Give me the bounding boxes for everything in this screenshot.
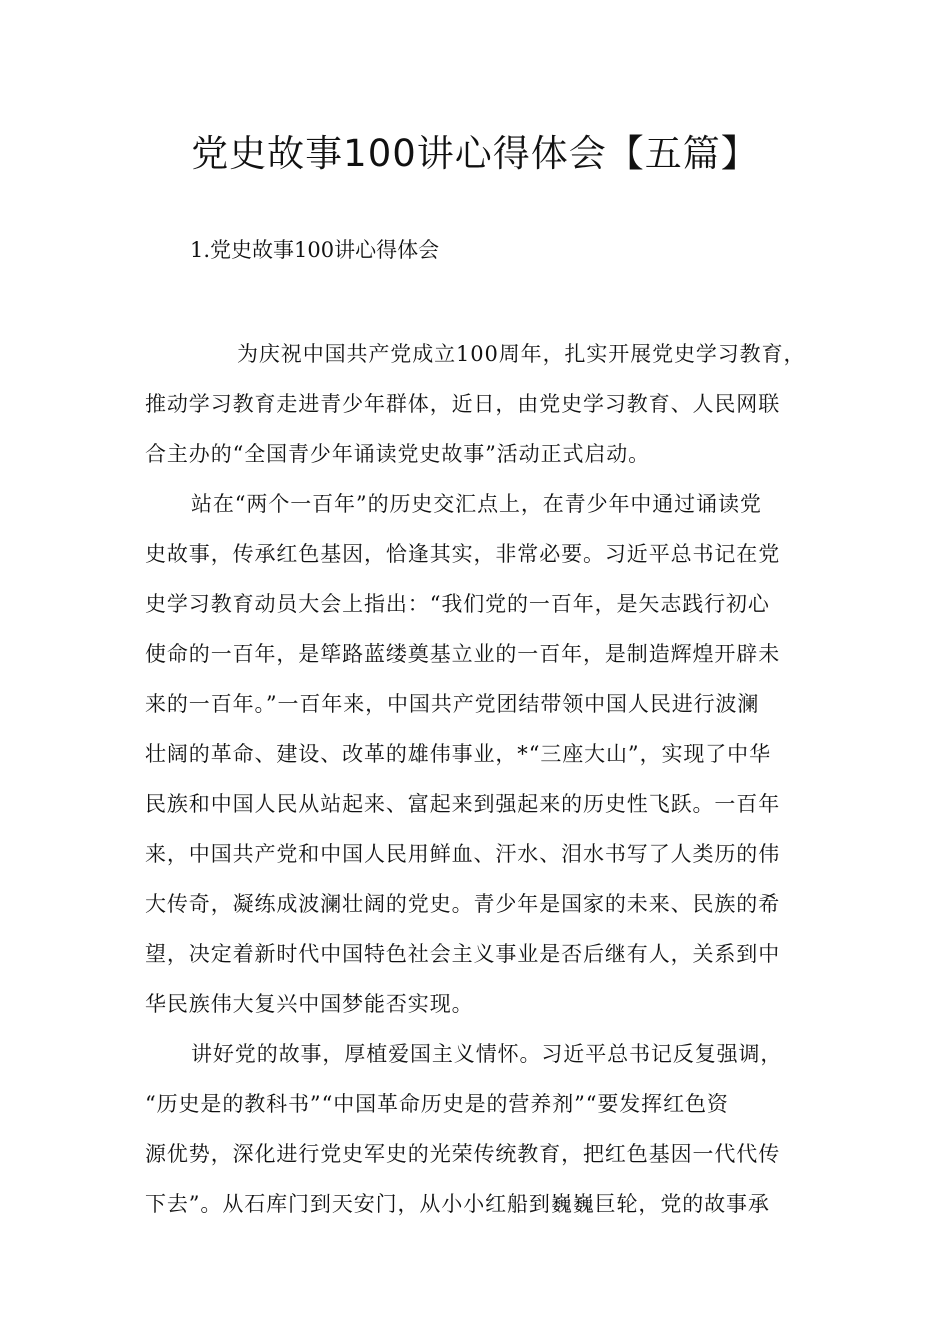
paragraph-line: 为庆祝中国共产党成立100周年，扎实开展党史学习教育，	[237, 342, 806, 366]
document-title: 党史故事100讲心得体会【五篇】	[191, 132, 759, 175]
paragraph-3	[145, 1029, 805, 1229]
paragraph-2	[145, 479, 805, 1029]
paragraph-line: 站在“两个一百年”的历史交汇点上，在青少年中通过诵读党	[191, 492, 762, 516]
paragraph-line: 史故事，传承红色基因，恰逢其实，非常必要。习近平总书记在党	[145, 542, 781, 566]
paragraph-line: “历史是的教科书”“中国革命历史是的营养剂”“要发挥红色资	[145, 1092, 729, 1116]
body-text	[145, 329, 805, 1229]
paragraph-line: 大传奇，凝练成波澜壮阔的党史。青少年是国家的未来、民族的希	[145, 892, 781, 916]
paragraph-line: 源优势，深化进行党史军史的光荣传统教育，把红色基因一代代传	[145, 1142, 781, 1166]
paragraph-line: 来的一百年。”一百年来，中国共产党团结带领中国人民进行波澜	[145, 692, 760, 716]
paragraph-line: 下去”。从石库门到天安门，从小小红船到巍巍巨轮，党的故事承	[145, 1192, 770, 1216]
paragraph-line: 壮阔的革命、建设、改革的雄伟事业，*“三座大山”，实现了中华	[145, 742, 771, 766]
paragraph-line: 来，中国共产党和中国人民用鲜血、汗水、泪水书写了人类历的伟	[145, 842, 781, 866]
paragraph-line: 华民族伟大复兴中国梦能否实现。	[145, 992, 474, 1016]
paragraph-line: 使命的一百年，是筚路蓝缕奠基立业的一百年，是制造辉煌开辟未	[145, 642, 781, 666]
paragraph-line: 史学习教育动员大会上指出：“我们党的一百年，是矢志践行初心	[145, 592, 770, 616]
section-heading: 1.党史故事100讲心得体会	[190, 238, 440, 262]
paragraph-line: 推动学习教育走进青少年群体，近日，由党史学习教育、人民网联	[145, 392, 781, 416]
paragraph-line: 民族和中国人民从站起来、富起来到强起来的历史性飞跃。一百年	[145, 792, 781, 816]
paragraph-line: 望，决定着新时代中国特色社会主义事业是否后继有人，关系到中	[145, 942, 781, 966]
paragraph-line: 讲好党的故事，厚植爱国主义情怀。习近平总书记反复强调，	[191, 1042, 783, 1066]
paragraph-line: 合主办的“全国青少年诵读党史故事”活动正式启动。	[145, 442, 651, 466]
paragraph-1	[145, 329, 805, 479]
